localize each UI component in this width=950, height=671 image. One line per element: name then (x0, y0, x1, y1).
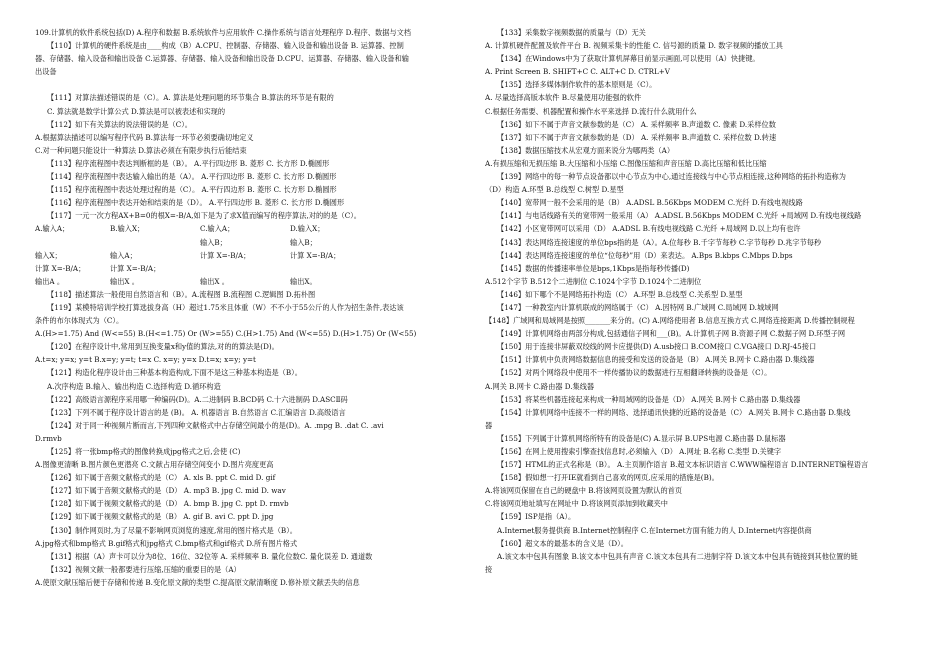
q117-option-cell: D.输入X； (290, 224, 325, 234)
q117-option-cell: 输入A； (110, 250, 137, 260)
text-line: 【144】表达网络连接速度的单位“位每秒”用（D）来表达。 A.Bps B.kbps C.Mbps D.bps (497, 250, 793, 260)
text-line: 【131】根据（A）声卡可以分为8位、16位、32位等 A. 采样频率 B. 量化位数C. 量化误差 D. 通道数 (47, 551, 373, 561)
text-line: 【111】对算法描述错误的是（C）。A. 算法是处理问题的环节集合 B.算法的环节是有限的 (47, 93, 334, 103)
text-line: 器、存储器、输入设备和输出设备 C.运算器、存储器、输入设备和输出设备 D.CPU、运算器、存储器、输入设备和输 (35, 54, 409, 64)
text-line: A.网关 B.网卡 C.路由器 D.集线器 (485, 381, 595, 391)
text-line: A.图像更清晰 B.图片颜色更潜亮 C.文献占用存储空间变小 D.图片亮度更高 (35, 460, 274, 470)
text-line: 【119】某模特培训学校打算选拔身高（H）超过1.75米且体重（W）不不小于55公斤的人作为招生条件,表达该 (47, 302, 404, 312)
text-line: 【152】对两个网络段中使用不一样传播协议的数据进行互相翻译转换的设备是（C）。 (497, 368, 772, 378)
text-line: 【132】视频文献一般都要进行压缩,压缩的重要目的是（A） (47, 564, 241, 574)
text-line: 【146】如下哪个不是网络拓扑构造（C） A.环型 B.总线型 C.关系型 D.星型 (497, 289, 743, 299)
text-line: 【160】超文本的最基本的含义是（D）。 (497, 538, 628, 548)
text-line: 【149】计算机网络由两部分构成,包括通信子网和___(B)。A.计算机子网 B.资源子网 C.数据子网 D.环型子网 (497, 329, 846, 339)
text-line: 条件的布尔体现式为（C）。 (35, 316, 124, 326)
text-line: A.Internet服务提供商 B.Internet控制程序 C.在Internet方面有能力的人 D.Internet内容提供商 (497, 525, 812, 535)
q117-option-cell: 计算 X=-B/A； (110, 263, 161, 273)
q117-option-cell: 输出X 。 (200, 276, 229, 286)
text-line: 109.计算机的软件系统包括(D) A.程序和数据 B.系统软件与应用软件 C.操作系统与语言处理程序 D.程序、数据与文档 (35, 28, 411, 37)
text-line: 【136】如下不属于声音文献参数的是（C） A. 采样频率 B.声道数 C. 像素 D.采样位数 (497, 119, 776, 129)
text-line: A.t=x; y=x; y=t B.x=y; y=t; t=x C. x=y; y=x D.t=x; x=y; y=t (35, 355, 256, 365)
text-line: 【137】如下不属于声音文献参数的是（D） A. 采样频率 B.声道数 C. 采样位数 D.转速 (497, 132, 777, 142)
left-column (35, 26, 467, 589)
text-line: （D）构造 A.环型 B.总线型 C.树型 D.星型 (485, 185, 624, 195)
text-line: 【147】一种教室内计算机联成的网络属于（C） A.因特网 B.广域网 C.局域网 D.城域网 (497, 302, 779, 312)
text-line: 【141】与电话线路有关的宽带网一般采用（A） A.ADSL B.56Kbps MODEM C.光纤 +局域网 D.有线电视线路 (497, 211, 862, 221)
q117-option-cell (110, 236, 200, 249)
right-column (485, 26, 925, 576)
text-line: A.将该网页保留在自己的硬盘中 B.将该网页设置为默认的首页 (485, 486, 683, 496)
text-line: 【115】程序流程图中表达处理过程的是（C）。 A.平行四边形 B. 菱形 C. 长方形 D.椭圆形 (47, 185, 337, 195)
q117-option-cell: B.输入X； (110, 224, 145, 234)
text-line: A. 计算机硬件配置及软件平台 B. 视频采集卡的性能 C. 信号源的质量 D. 数字视频的播放工具 (485, 41, 783, 51)
text-line: 【140】宽带网一般不会采用的是（B） A.ADSL B.56Kbps MODEM C.光纤 D.有线电视线路 (497, 198, 803, 208)
q117-option-cell: 输出X 。 (110, 276, 139, 286)
text-line: 【114】程序流程图中表达输入输出的是（A）。 A.平行四边形 B. 菱形 C. 长方形 D.椭圆形 (47, 172, 337, 182)
q117-option-cell: 输入X； (35, 250, 62, 260)
q117-option-cell (290, 262, 380, 275)
text-line: 【151】计算机中负责网络数据信息的接受和发送的设备是（B） A.网关 B.网卡 C.路由器 D.集线器 (497, 355, 815, 365)
text-line: A.该文本中包具有图象 B.该文本中包具有声音 C.该文本包具有二进制字符 D.该文本中包具有链接到其他位置的链 (497, 551, 858, 561)
text-line: 【113】程序流程图中表达判断框的是（B）。 A.平行四边形 B. 菱形 C. 长方形 D.椭圆形 (47, 158, 330, 168)
text-line: 【158】假如想一打开IE就看到自己喜欢的网页,应采用的措施是(B)。 (497, 473, 719, 483)
q117-option-cell: 计算 X=-B/A； (200, 250, 251, 260)
text-line: 【130】制作网页时,为了尽量不影响网页浏览的速度,常用的图片格式是（B）。 (47, 525, 297, 535)
text-line: 出设备 (35, 67, 57, 77)
text-line: 【126】如下属于音频文献格式的是（C） A. xls B. ppt C. mid D. gif (47, 473, 276, 483)
text-line: 【138】数据压缩技术从宏观方面来说分为哪两类（A） (497, 145, 675, 155)
text-line: 【143】表达网络连接速度的单位bps指的是（A）。A.位每秒 B.千字节每秒 C.字节每秒 D.兆字节每秒 (497, 237, 822, 247)
text-line: A.512个字节 B.512个二进制位 C.1024个字节 D.1024个二进制位 (485, 276, 702, 286)
text-line: 【123】下列不属于程序设计语言的是 (B)。 A. 机器语言 B.自然语言 C.汇编语言 D.高级语言 (47, 407, 346, 417)
text-line: A. Print Screen B. SHIFT+C C. ALT+C D. CTRL+V (485, 67, 670, 77)
text-line: A.使原文献压缩后便于存储和传递 B.变化原文献的类型 C.提高原文献清晰度 D.修补原文献丢失的信息 (35, 577, 360, 587)
text-line: 【133】采集数字视频数据的质量与（D）无关 (497, 28, 646, 37)
text-line: A.根据算法描述可以编写程序代码 B.算法每一环节必须要确切地定义 (35, 132, 254, 142)
text-line: A.有损压缩和无损压缩 B.大压缩和小压缩 C.图像压缩和声音压缩 D.高比压缩和低比压缩 (485, 158, 767, 168)
text-line: C. 算法就是数学计算公式 D.算法是可以被表述和实现的 (47, 106, 226, 116)
text-line: 【124】对于同一种视频片断而言,下列四种文献格式中占存储空间最小的是(D)。A. .mpg B. .dat C. .avi (47, 420, 384, 430)
q117-option-cell: A.输入A； (35, 224, 70, 234)
text-line: 【154】计算机网络中连接不一样的网络、选择通讯快捷的近路的设备是（C） A.网关 B.网卡 C.路由器 D.集线 (497, 407, 851, 417)
text-line: 【142】小区宽带网可以采用（D） A.ADSL B.有线电视线路 C.光纤 +局域网 D.以上均有也许 (497, 224, 801, 234)
text-line: C.将该网页地址填写在网址中 D.将该网页添加到收藏夹中 (485, 499, 668, 509)
text-line: 【128】如下属于视频文献格式的是（D） A. bmp B. jpg C. ppt D. rmvb (47, 499, 289, 509)
text-line: 【134】在Windows中为了获取计算机屏幕目前显示画面,可以使用（A）快捷键。 (497, 54, 760, 64)
q117-option-cell (35, 236, 110, 249)
text-line: 【110】计算机的硬件系统是由____构成（B）A.CPU、控制器、存储器、输入设备和输出设备 B. 运算器、控制 (47, 41, 404, 51)
text-line (35, 78, 467, 91)
text-line: 【112】如下有关算法的说法错误的是（C）。 (47, 119, 192, 129)
text-line: 【148】广域网和局域网是按照_______来分的。(C) A.网络使用者 B.信息互换方式 C.网络连接距离 D.传播控制规程 (485, 316, 855, 326)
text-line: 器 (485, 420, 493, 430)
q117-option-cell (200, 262, 290, 275)
q117-option-cell: 计算 X=-B/A； (35, 263, 86, 273)
q117-option-cell: 输入B； (290, 237, 317, 247)
text-line: A. 尽量选择高版本软件 B.尽量使用功能强的软件 (485, 93, 642, 103)
text-line: 【117】一元一次方程AX+B=0的根X=-B/A,如下是为了求X值而编写的程序算法,对的的是（C）。 (47, 211, 361, 221)
text-line: C.根据任务需要、机器配置和操作水平来选择 D.流行什么就用什么 (485, 106, 697, 116)
q117-option-cell: 计算 X=-B/A； (290, 250, 341, 260)
text-line: A.(H>=1.75) And (W<=55) B.(H<=1.75) Or (W>=55) C.(H>1.75) And (W<=55) D.(H>1.75) Or (W<55) (35, 329, 417, 339)
text-line: A.jpg格式和bmp格式 B.gif格式和jpg格式 C.bmp格式和gif格式 D.所有图片格式 (35, 538, 298, 548)
text-line: 【125】将一张bmp格式的图像转换成jpg格式之后,会使 (C) (47, 447, 241, 456)
text-line: C.对一种问题只能设计一种算法 D.算法必须在有限步执行后能结束 (35, 145, 247, 155)
q117-option-cell: 输出A 。 (35, 276, 65, 286)
text-line: 【159】ISP是指（A）。 (497, 512, 576, 522)
text-line: 【150】用于连接非屏蔽双绞线的网卡应提供(D) A.usb接口 B.COM接口 C.VGA接口 D.RJ-45接口 (497, 342, 817, 352)
q117-option-cell: 输出X。 (290, 276, 317, 286)
text-line: 【135】选择多媒体制作软件的基本原则是（C）。 (497, 80, 657, 90)
text-line: 【155】下列属于计算机网络所特有的设备是(C) A.显示屏 B.UPS电源 C.路由器 D.鼠标器 (497, 433, 786, 443)
text-line: 【139】网络中的每一种节点设备都以中心节点为中心,通过连接线与中心节点相连接,这种网络的拓扑构造称为 (497, 172, 846, 182)
text-line: 【121】构造化程序设计由三种基本构造构成,下面不是这三种基本构造是（B）。 (47, 368, 302, 378)
text-line: 【153】将某些机器连接起来构成一种局域网的设备是（D） A.网关 B.网卡 C.路由器 D.集线器 (497, 394, 801, 404)
text-line: 【129】如下属于视频文献格式的是（B） A. gif B. avi C. ppt D. jpg (47, 512, 274, 522)
text-line: 【145】数据的传播速率单位是bps,1Kbps是指每秒传播(D) (497, 263, 690, 273)
text-line: 【156】在网上使用搜索引擎查找信息时,必须输入（D） A.网址 B.名称 C.类型 D.关键字 (497, 447, 782, 456)
text-line: 接 (485, 564, 493, 574)
text-line: 【116】程序流程图中表达开始和结束的是（D）。 A.平行四边形 B. 菱形 C. 长方形 D.椭圆形 (47, 198, 345, 208)
text-line: 【120】在程序设计中,常用到互换变量x和y值的算法,对的的算法是(D)。 (47, 342, 279, 352)
q117-option-cell: 输入B； (200, 237, 227, 247)
q117-options-grid (35, 222, 467, 287)
text-line: 【122】高级语言源程序采用哪一种编码(D)。A.二进制码 B.BCD码 C.十六进制码 D.ASCⅡ码 (47, 394, 348, 404)
text-line: A.次序构造 B.输入、输出构造 C.选择构造 D.循环构造 (47, 381, 221, 391)
q117-option-cell: C.输入A； (200, 224, 235, 234)
text-line: D.rmvb (35, 433, 62, 443)
text-line: 【127】如下属于音频文献格式的是（D） A. mp3 B. jpg C. mid D. wav (47, 486, 286, 496)
text-line: 【157】HTML的正式名称是（B）。 A.主页制作语言 B.超文本标识语言 C.WWW编程语言 D.INTERNET编程语言 (497, 460, 869, 470)
text-line: 【118】描述算法一般使用自然语言和（B）。A.流程图 B.流程图 C.逻辑图 D.拓朴图 (47, 289, 316, 299)
